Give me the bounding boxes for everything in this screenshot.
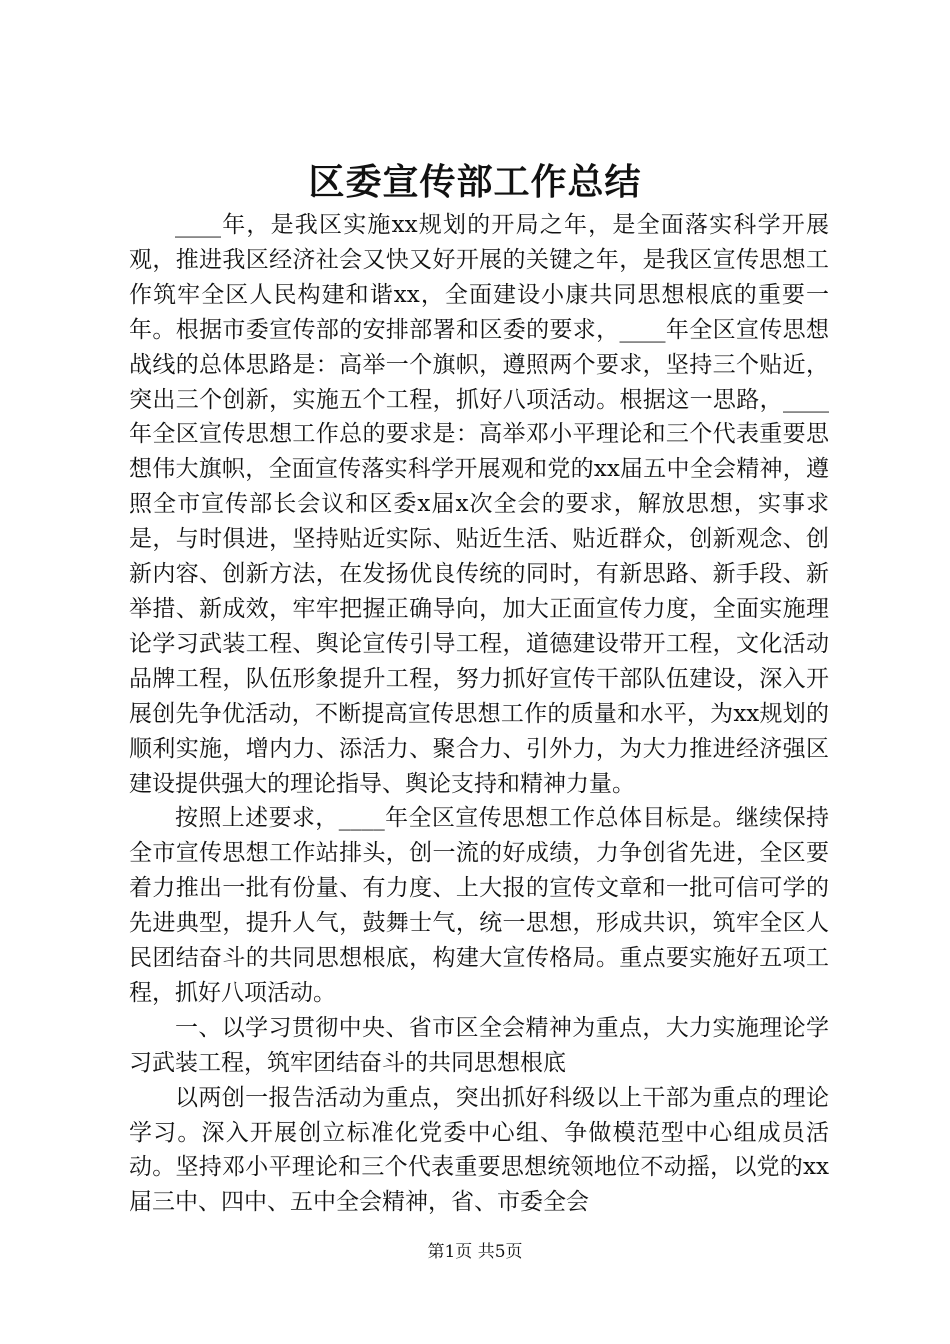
document-title: 区委宣传部工作总结 — [308, 161, 642, 203]
page-number-footer: 第1页 共5页 — [427, 1242, 523, 1262]
document-body — [129, 208, 829, 1220]
paragraph-goals: 按照上述要求，____年全区宣传思想工作总体目标是。继续保持全市宣传思想工作站排头，创一流的好成绩，力争创省先进，全区要着力推出一批有份量、有力度、上大报的宣传文章和一批可信可学的先进典型，提升人气，鼓舞士气，统一思想，形成共识，筑牢全区人民团结奋斗的共同思想根底，构建大宣传格局。重点要实施好五项工程，抓好八项活动。 — [129, 805, 829, 1006]
paragraph-theory-study: 以两创一报告活动为重点，突出抓好科级以上干部为重点的理论学习。深入开展创立标准化党委中心组、争做模范型中心组成员活动。坚持邓小平理论和三个代表重要思想统领地位不动摇，以党的xx届三中、四中、五中全会精神，省、市委全会 — [129, 1084, 829, 1216]
paragraph-intro: ____年，是我区实施xx规划的开局之年，是全面落实科学开展观，推进我区经济社会又快又好开展的关键之年，是我区宣传思想工作筑牢全区人民构建和谐xx，全面建设小康共同思想根底的重要一年。根据市委宣传部的安排部署和区委的要求，____年全区宣传思想战线的总体思路是：高举一个旗帜，遵照两个要求，坚持三个贴近，突出三个创新，实施五个工程，抓好八项活动。根据这一思路，____年全区宣传思想工作总的要求是：高举邓小平理论和三个代表重要思想伟大旗帜，全面宣传落实科学开展观和党的xx届五中全会精神，遵照全市宣传部长会议和区委x届x次全会的要求，解放思想，实事求是，与时俱进，坚持贴近实际、贴近生活、贴近群众，创新观念、创新内容、创新方法，在发扬优良传统的同时，有新思路、新手段、新举措、新成效，牢牢把握正确导向，加大正面宣传力度，全面实施理论学习武装工程、舆论宣传引导工程，道德建设带开工程，文化活动品牌工程，队伍形象提升工程，努力抓好宣传干部队伍建设，深入开展创先争优活动，不断提高宣传思想工作的质量和水平，为xx规划的顺利实施，增内力、添活力、聚合力、引外力，为大力推进经济强区建设提供强大的理论指导、舆论支持和精神力量。 — [129, 212, 829, 797]
section-heading-1: 一、以学习贯彻中央、省市区全会精神为重点，大力实施理论学习武装工程，筑牢团结奋斗的共同思想根底 — [129, 1014, 829, 1076]
